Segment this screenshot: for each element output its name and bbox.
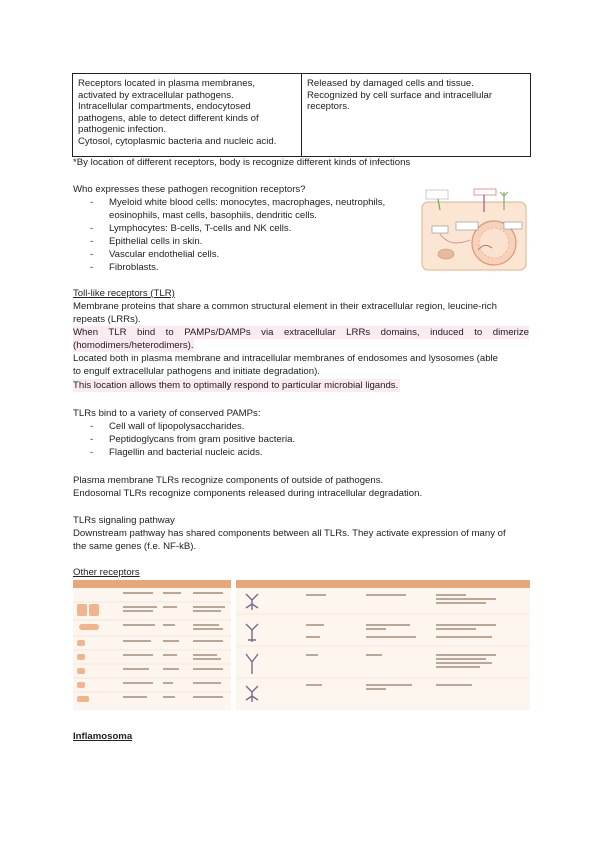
signaling-line: Downstream pathway has shared components between all TLRs. They activate expression of many of: [73, 528, 506, 539]
receptor-table-figure-right: [236, 580, 530, 710]
table-left-line: Receptors located in plasma membranes,: [78, 78, 256, 89]
list-item-continuation: eosinophils, mast cells, basophils, dendritic cells.: [109, 210, 317, 221]
location-note: *By location of different receptors, body is recognize different kinds of infections: [73, 157, 411, 168]
list-item-text: Lymphocytes: B-cells, T-cells and NK cells.: [109, 223, 292, 234]
endosomal-line: Endosomal TLRs recognize components released during intracellular degradation.: [73, 488, 423, 499]
bullet-dash: -: [90, 262, 94, 273]
list-item-text: Flagellin and bacterial nucleic acids.: [109, 447, 263, 458]
tlr-paragraph-line: to engulf extracellular pathogens and initiate degradation).: [73, 366, 320, 377]
list-item: [90, 248, 219, 261]
table-right-line: Released by damaged cells and tissue.: [307, 78, 474, 89]
list-item-text: Vascular endothelial cells.: [109, 249, 220, 260]
list-item-text: Epithelial cells in skin.: [109, 236, 203, 247]
bullet-dash: -: [90, 223, 94, 234]
other-receptors-heading: Other receptors: [73, 567, 140, 578]
tlr-highlight-line: This location allows them to optimally respond to particular microbial ligands.: [73, 380, 399, 391]
bullet-dash: -: [90, 434, 94, 445]
list-item: [90, 433, 295, 446]
who-heading: Who expresses these pathogen recognition receptors?: [73, 184, 306, 195]
bullet-dash: -: [90, 249, 94, 260]
table-left-line: Cytosol, cytoplasmic bacteria and nucleic acid.: [78, 135, 277, 147]
list-item: [90, 222, 291, 235]
receptor-table-left-svg: [73, 580, 231, 710]
tlr-heading: Toll-like receptors (TLR): [73, 288, 175, 299]
bullet-dash: -: [90, 197, 94, 208]
tlr-highlight-line: (homodimers/heterodimers).: [73, 340, 194, 351]
receptor-location-table: [72, 73, 531, 157]
list-item: [90, 446, 263, 459]
table-right-cell: [302, 74, 530, 156]
cell-receptor-diagram: [418, 188, 529, 272]
table-right-line: receptors.: [307, 101, 350, 113]
tlr-highlight-line: When TLR bind to PAMPs/DAMPs via extracellular LRRs domains, induced to dimerize: [73, 327, 529, 338]
inflamosoma-heading: Inflamosoma: [73, 731, 133, 742]
list-item: [90, 420, 244, 433]
list-item-text: Myeloid white blood cells: monocytes, macrophages, neutrophils,: [109, 197, 386, 208]
signaling-line: the same genes (f.e. NF-kB).: [73, 541, 197, 552]
bullet-dash: -: [90, 236, 94, 247]
receptor-table-right-svg: [236, 580, 530, 710]
bullet-dash: -: [90, 447, 94, 458]
cell-diagram-svg: [418, 188, 529, 272]
signaling-heading: TLRs signaling pathway: [73, 515, 175, 526]
tlr-paragraph-line: Located both in plasma membrane and intracellular membranes of endosomes and lysosomes (able: [73, 353, 499, 364]
receptor-table-figure-left: [73, 580, 231, 710]
list-item: [90, 196, 385, 209]
list-item-text: Fibroblasts.: [109, 262, 159, 273]
plasma-membrane-line: Plasma membrane TLRs recognize components of outside of pathogens.: [73, 475, 384, 486]
pamps-heading: TLRs bind to a variety of conserved PAMPs:: [73, 408, 261, 419]
list-item-text: Cell wall of lipopolysaccharides.: [109, 421, 245, 432]
tlr-paragraph-line: repeats (LRRs).: [73, 314, 141, 325]
list-item: [90, 235, 202, 248]
table-left-line: pathogens, able to detect different kinds of: [78, 112, 259, 124]
table-right-line: Recognized by cell surface and intracellular: [307, 89, 493, 101]
tlr-paragraph-line: Membrane proteins that share a common structural element in their extracellular region, leucine-rich: [73, 301, 497, 312]
list-item: [90, 261, 159, 274]
table-left-line: Intracellular compartments, endocytosed: [78, 101, 251, 113]
table-left-line: pathogenic infection.: [78, 124, 167, 136]
list-item-text: Peptidoglycans from gram positive bacteria.: [109, 434, 296, 445]
bullet-dash: -: [90, 421, 94, 432]
table-left-cell: [73, 74, 302, 156]
table-left-line: activated by extracellular pathogens.: [78, 89, 234, 101]
